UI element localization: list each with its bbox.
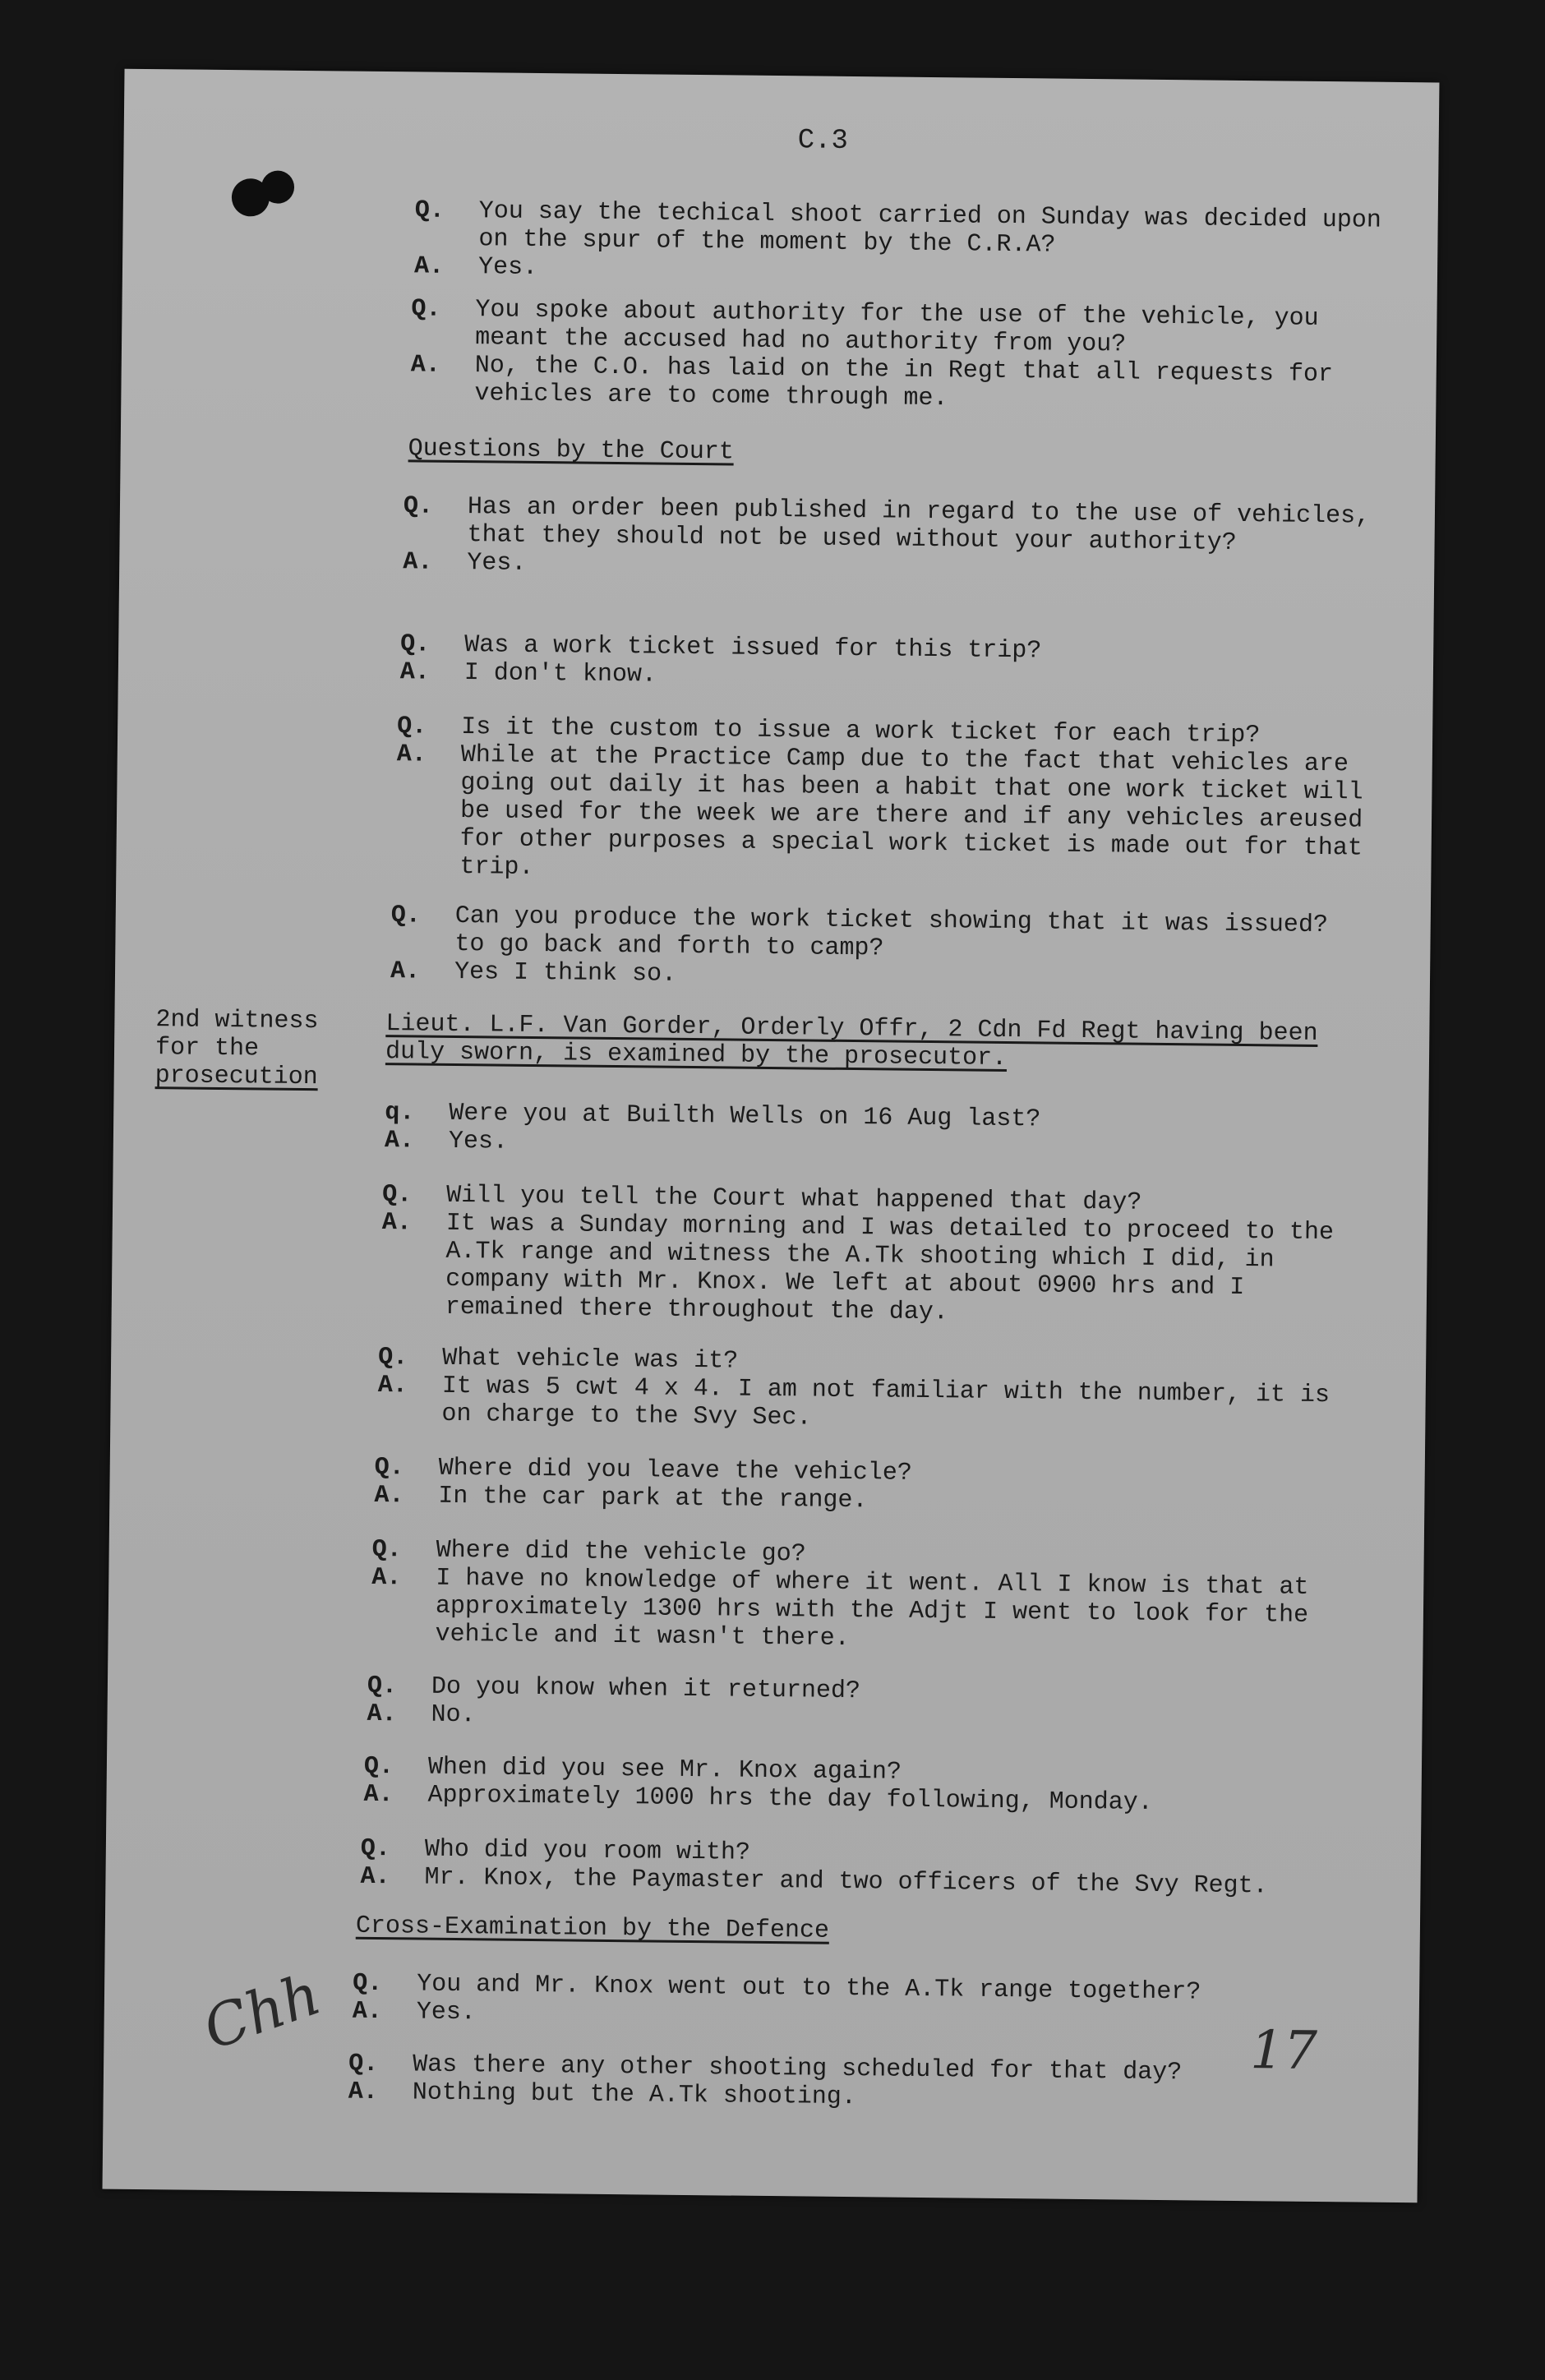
qa-pair: [363, 1753, 1332, 1819]
qa-pair: [413, 196, 1397, 290]
question-marker: Q.: [348, 2050, 379, 2079]
answer-text: It was a Sunday morning and I was detailed to proceed to the A.Tk range and witness the A.Tk shooting which I did, in company with Mr. Knox. We left at about 0900 hrs and I remained there throughout the day.: [445, 1209, 1349, 1327]
section-heading: Questions by the Court: [408, 435, 734, 467]
question-marker: Q.: [374, 1453, 404, 1483]
question-marker: Q.: [411, 295, 441, 324]
question-text: Where did the vehicle go?: [436, 1536, 806, 1569]
answer-marker: A.: [377, 1372, 408, 1400]
handwritten-initials: Chh: [195, 1960, 330, 2064]
question-marker: Q.: [403, 492, 434, 521]
answer-marker: A.: [399, 658, 431, 687]
question-text: Do you know when it returned?: [431, 1672, 861, 1706]
answer-text: No.: [431, 1700, 476, 1730]
question-text: When did you see Mr. Knox again?: [427, 1753, 902, 1787]
witness-side-note: [155, 1006, 337, 1091]
answer-text: Yes.: [467, 549, 527, 578]
answer-text: I have no knowledge of where it went. All I know is that at approximately 1300 hrs with the Adjt I went to look for the vehicle and it wasn't there.: [435, 1564, 1324, 1654]
answer-text: Yes.: [477, 253, 538, 282]
answer-marker: A.: [374, 1481, 404, 1511]
answer-text: Nothing but the A.Tk shooting.: [412, 2078, 857, 2112]
qa-pair: [367, 1672, 1335, 1738]
question-marker: Q.: [363, 1752, 394, 1782]
answer-text: Yes.: [416, 1998, 476, 2027]
qa-pair: [377, 1344, 1346, 1437]
answer-text: I don't know.: [464, 659, 657, 690]
qa-pair: [410, 295, 1379, 417]
answer-marker: A.: [381, 1209, 413, 1238]
qa-pair: [395, 713, 1378, 890]
question-text: What vehicle was it?: [441, 1344, 739, 1376]
answer-marker: A.: [352, 1997, 383, 2027]
question-marker: Q.: [367, 1672, 398, 1701]
question-marker: Q.: [352, 1969, 383, 1999]
question-text: You and Mr. Knox went out to the A.Tk range together?: [416, 1970, 1201, 2007]
qa-pair: [390, 902, 1359, 995]
question-marker: Q.: [397, 713, 427, 741]
side-note-line: 2nd witness: [155, 1006, 319, 1036]
qa-pair: [353, 1970, 1321, 2036]
witness-heading: Lieut. L.F. Van Gorder, Orderly Offr, 2 Cdn Fd Regt having been duly sworn, is examined by the prosecutor.: [385, 1010, 1318, 1073]
answer-marker: A.: [360, 1862, 390, 1892]
side-note-line: for the: [154, 1034, 260, 1063]
answer-marker: A.: [367, 1700, 397, 1729]
question-marker: Q.: [371, 1535, 402, 1565]
document-body: [103, 69, 1440, 2203]
answer-marker: A.: [390, 957, 421, 986]
qa-pair: [360, 1835, 1329, 1901]
answer-marker: A.: [413, 252, 445, 281]
side-note-line: prosecution: [154, 1062, 318, 1092]
answer-text: Yes.: [448, 1127, 509, 1156]
answer-text: Mr. Knox, the Paymaster and two officers of the Svy Regt.: [424, 1863, 1268, 1901]
question-marker: Q.: [377, 1344, 408, 1372]
question-text: Where did you leave the vehicle?: [438, 1454, 912, 1488]
question-text: Is it the custom to issue a work ticket for each trip?: [461, 713, 1261, 750]
question-marker: Q.: [414, 196, 445, 225]
answer-text: It was 5 cwt 4 x 4. I am not familiar with the number, it is on charge to the Svy Sec.: [441, 1372, 1345, 1432]
answer-marker: A.: [371, 1563, 402, 1593]
qa-pair: [374, 1454, 1343, 1520]
answer-marker: A.: [363, 1780, 394, 1810]
question-marker: Q.: [360, 1834, 391, 1864]
qa-pair: [385, 1099, 1354, 1165]
question-marker: Q.: [400, 630, 431, 659]
section-heading: Cross-Examination by the Defence: [355, 1912, 830, 1945]
question-text: Were you at Builth Wells on 16 Aug last?: [449, 1099, 1041, 1134]
answer-text: Yes I think so.: [454, 957, 677, 989]
page-identifier: C.3: [797, 125, 849, 157]
qa-pair: [348, 2050, 1317, 2116]
answer-text: No, the C.O. has laid on the in Regt that all requests for vehicles are to come through me.: [474, 352, 1349, 413]
question-text: Who did you room with?: [424, 1835, 751, 1867]
answer-marker: A.: [348, 2078, 378, 2107]
question-text: Was a work ticket issued for this trip?: [464, 631, 1042, 666]
answer-text: In the car park at the range.: [438, 1482, 868, 1515]
question-text: Can you produce the work ticket showing that it was issued? to go back and forth to camp?: [454, 902, 1344, 963]
question-text: Has an order been published in regard to the use of vehicles, that they should not be used without your authority?: [467, 493, 1386, 557]
question-text: You say the techical shoot carried on Sunday was decided upon on the spur of the moment by the C.R.A?: [478, 197, 1397, 260]
answer-text: While at the Practice Camp due to the fact that vehicles are going out daily it has been a habit that one work ticket will be used for the week we are there and if any vehicles areused for other purposes a special work ticket is made out for that trip.: [459, 741, 1378, 882]
qa-pair: [381, 1181, 1351, 1331]
answer-text: Approximately 1000 hrs the day following, Monday.: [427, 1781, 1153, 1817]
question-marker: Q.: [390, 902, 421, 930]
answer-marker: A.: [396, 740, 427, 769]
answer-marker: A.: [384, 1127, 415, 1155]
question-text: Will you tell the Court what happened that day?: [446, 1181, 1142, 1217]
question-marker: Q.: [382, 1181, 413, 1210]
question-marker: q.: [385, 1099, 415, 1128]
question-text: Was there any other shooting scheduled for that day?: [412, 2050, 1183, 2087]
answer-marker: A.: [410, 351, 440, 380]
document-page: [103, 69, 1440, 2203]
qa-pair: [371, 1536, 1340, 1658]
handwritten-folio-number: 17: [1249, 2020, 1318, 2082]
answer-marker: A.: [403, 548, 433, 577]
qa-pair: [400, 630, 1369, 696]
qa-pair: [403, 492, 1386, 586]
question-text: You spoke about authority for the use of the vehicle, you meant the accused had no authority from you?: [474, 296, 1334, 359]
